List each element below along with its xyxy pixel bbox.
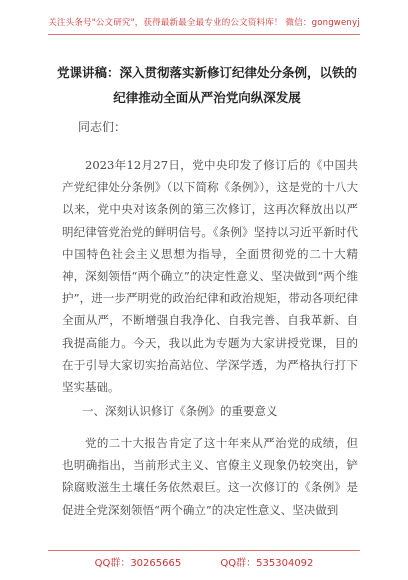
header-note: 关注头条号"公文研究"，获得最新最全最专业的公文资料库！ 微信：gongwenyj <box>48 18 360 28</box>
footer-qq-group-2: QQ群：535304092 <box>220 558 314 569</box>
paragraph-section-1: 党的二十大报告肯定了这十年来从严治党的成绩，但也明确指出，当前形式主义、官僚主义现象仍较突出，铲除腐败滋生土壤任务依然艰巨。这一次修订的《条例》是促进全党深刻领悟“两个确立”的决定性意义、坚决做到 <box>62 436 358 517</box>
header-divider <box>48 34 360 35</box>
salutation: 同志们： <box>78 120 127 134</box>
footer-qq-group-1: QQ群：30265665 <box>94 558 182 569</box>
section-heading-1: 一、深刻认识修订《条例》的重要意义 <box>82 404 278 418</box>
footer-divider <box>48 550 360 551</box>
footer <box>0 554 408 569</box>
paragraph-intro: 2023年12月27日，党中央印发了修订后的《中国共产党纪律处分条例》（以下简称《条例》），这是党的十八大以来，党中央对该条例的第三次修订，这再次释放出以严明纪律管党治党的鲜明信号。《条例》坚持以习近平新时代中国特色社会主义思想为指导，全面贯彻党的二十大精神，深刻领悟“两个确立”的决定性意义、坚决做到“两个维护”，进一步严明党的政治纪律和政治规矩，带动各项纪律全面从严，不断增强自我净化、自我完善、自我革新、自我提高能力。今天，我以此为专题为大家讲授党课，目的在于引导大家切实抬高站位、学深学透，为严格执行打下坚实基础。 <box>62 158 358 395</box>
document-title: 党课讲稿：深入贯彻落实新修订纪律处分条例，以铁的纪律推动全面从严治党向纵深发展 <box>56 65 357 105</box>
